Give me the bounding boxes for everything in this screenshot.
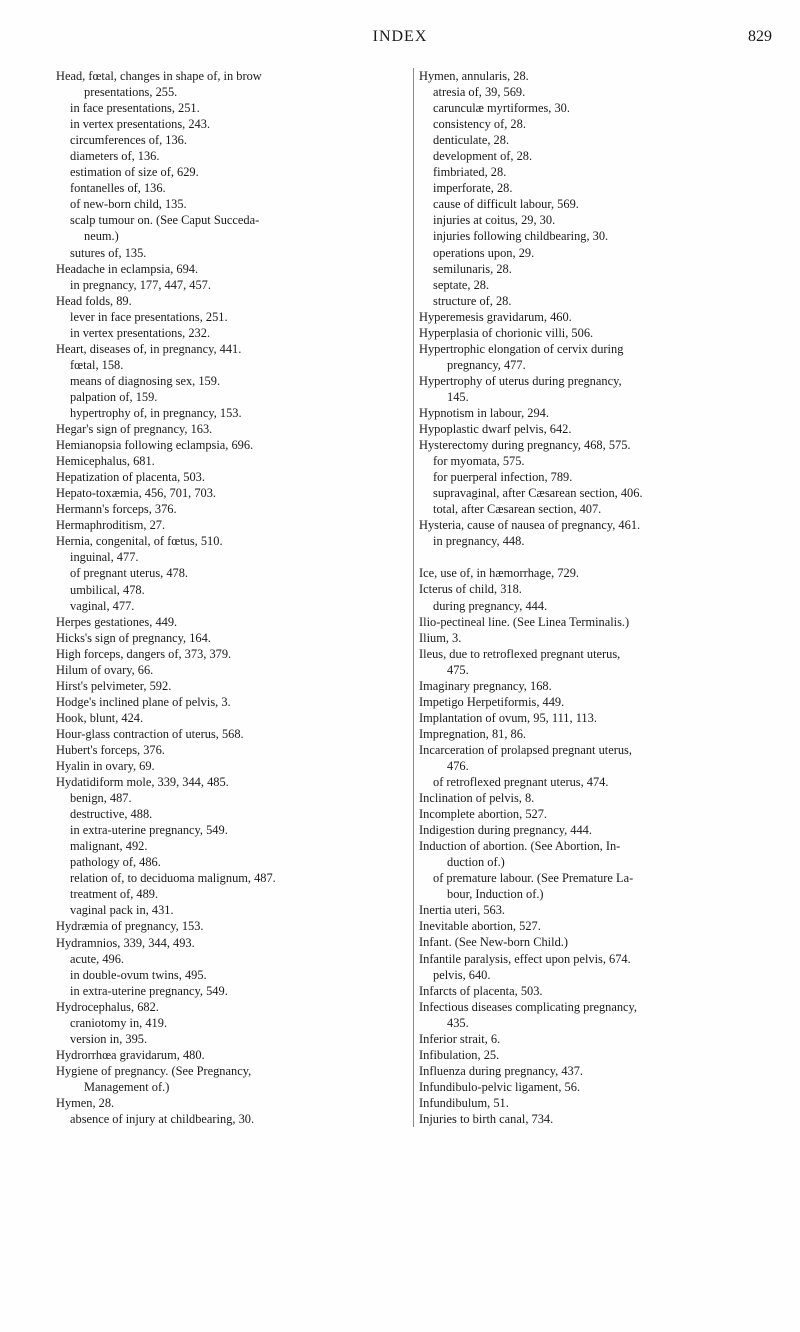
index-entry: Inertia uteri, 563. bbox=[419, 903, 506, 918]
index-subentry: relation of, to deciduoma malignum, 487. bbox=[70, 871, 276, 886]
index-subentry: bour, Induction of.) bbox=[447, 887, 544, 902]
index-subentry: craniotomy in, 419. bbox=[70, 1015, 168, 1030]
index-subentry: in pregnancy, 448. bbox=[433, 534, 525, 549]
index-subentry: vaginal, 477. bbox=[70, 598, 135, 613]
index-entry: Impregnation, 81, 86. bbox=[419, 726, 527, 741]
index-entry: Hernia, congenital, of fœtus, 510. bbox=[56, 534, 223, 549]
index-subentry: benign, 487. bbox=[70, 791, 132, 806]
index-subentry: in double-ovum twins, 495. bbox=[70, 967, 207, 982]
index-subentry: treatment of, 489. bbox=[70, 887, 159, 902]
index-entry: Hilum of ovary, 66. bbox=[56, 662, 154, 677]
index-subentry: version in, 395. bbox=[70, 1031, 148, 1046]
index-entry: Hydræmia of pregnancy, 153. bbox=[56, 919, 204, 934]
index-entry: Hook, blunt, 424. bbox=[56, 710, 144, 725]
index-entry: Inevitable abortion, 527. bbox=[419, 919, 541, 934]
index-entry: Hymen, 28. bbox=[56, 1096, 115, 1110]
index-subentry: inguinal, 477. bbox=[70, 550, 139, 565]
index-subentry: of retroflexed pregnant uterus, 474. bbox=[433, 775, 609, 790]
index-entry: Hypertrophic elongation of cervix during bbox=[419, 341, 624, 356]
index-entry: Incomplete abortion, 527. bbox=[419, 807, 548, 822]
index-entry: Hemicephalus, 681. bbox=[56, 454, 155, 469]
index-entry: Hepatization of placenta, 503. bbox=[56, 470, 205, 485]
index-subentry: circumferences of, 136. bbox=[70, 133, 187, 148]
index-subentry: fontanelles of, 136. bbox=[70, 181, 166, 196]
index-column-right bbox=[413, 68, 779, 1127]
index-subentry: of premature labour. (See Premature La- bbox=[433, 871, 634, 886]
index-entry: Hydramnios, 339, 344, 493. bbox=[56, 935, 195, 950]
index-subentry: 475. bbox=[447, 662, 469, 677]
index-subentry: means of diagnosing sex, 159. bbox=[70, 373, 221, 388]
index-entry: Heart, diseases of, in pregnancy, 441. bbox=[56, 341, 242, 356]
index-subentry: structure of, 28. bbox=[433, 293, 512, 308]
index-entry: Hodge's inclined plane of pelvis, 3. bbox=[56, 694, 231, 709]
index-entry: Hicks's sign of pregnancy, 164. bbox=[56, 630, 211, 645]
index-subentry: palpation of, 159. bbox=[70, 389, 158, 404]
index-subentry: umbilical, 478. bbox=[70, 582, 145, 597]
index-entry: Inferior strait, 6. bbox=[419, 1031, 501, 1046]
index-entry: Hygiene of pregnancy. (See Pregnancy, bbox=[56, 1063, 252, 1078]
index-entry: Hypoplastic dwarf pelvis, 642. bbox=[419, 422, 572, 437]
index-entry: Hubert's forceps, 376. bbox=[56, 742, 165, 757]
index-entry: Infantile paralysis, effect upon pelvis, 674. bbox=[419, 951, 631, 966]
index-entry: Infectious diseases complicating pregnancy, bbox=[419, 999, 638, 1014]
index-subentry: semilunaris, 28. bbox=[433, 261, 512, 276]
index-subentry: vaginal pack in, 431. bbox=[70, 903, 174, 918]
index-subentry: estimation of size of, 629. bbox=[70, 165, 199, 180]
index-entry: Head folds, 89. bbox=[56, 293, 132, 308]
index-subentry: cause of difficult labour, 569. bbox=[433, 197, 579, 212]
index-entry: Infarcts of placenta, 503. bbox=[419, 983, 543, 998]
index-entry: Icterus of child, 318. bbox=[419, 582, 522, 597]
index-subentry: imperforate, 28. bbox=[433, 181, 513, 196]
index-entry: Indigestion during pregnancy, 444. bbox=[419, 823, 592, 838]
index-subentry: malignant, 492. bbox=[70, 839, 148, 854]
index-subentry: presentations, 255. bbox=[84, 85, 178, 100]
index-subentry: absence of injury at childbearing, 30. bbox=[70, 1112, 255, 1127]
index-entry: Hyperplasia of chorionic villi, 506. bbox=[419, 325, 594, 340]
index-entry: Injuries to birth canal, 734. bbox=[419, 1112, 554, 1126]
index-entry: Hysteria, cause of nausea of pregnancy, 461. bbox=[419, 518, 641, 533]
index-subentry: 145. bbox=[447, 389, 469, 404]
index-entry: Hepato-toxæmia, 456, 701, 703. bbox=[56, 486, 217, 501]
index-entry: Hour-glass contraction of uterus, 568. bbox=[56, 726, 244, 741]
index-subentry: diameters of, 136. bbox=[70, 149, 160, 164]
index-subentry: in extra-uterine pregnancy, 549. bbox=[70, 983, 228, 998]
index-entry: Hypnotism in labour, 294. bbox=[419, 405, 549, 420]
index-subentry: in extra-uterine pregnancy, 549. bbox=[70, 823, 228, 838]
index-entry: Herpes gestationes, 449. bbox=[56, 614, 178, 629]
index-subentry: sutures of, 135. bbox=[70, 245, 147, 260]
index-entry: Ilio-pectineal line. (See Linea Terminalis.) bbox=[419, 614, 630, 629]
index-entry: Infundibulo-pelvic ligament, 56. bbox=[419, 1079, 581, 1094]
index-subentry: of new-born child, 135. bbox=[70, 197, 187, 212]
index-entry: Ileus, due to retroflexed pregnant uterus, bbox=[419, 646, 621, 661]
index-entry: Hydatidiform mole, 339, 344, 485. bbox=[56, 775, 229, 790]
index-entry: Inclination of pelvis, 8. bbox=[419, 791, 535, 806]
index-subentry: 476. bbox=[447, 758, 469, 773]
index-entry: Hysterectomy during pregnancy, 468, 575. bbox=[419, 438, 631, 453]
index-subentry: acute, 496. bbox=[70, 951, 125, 966]
index-entry: Incarceration of prolapsed pregnant uterus, bbox=[419, 742, 632, 757]
index-entry: High forceps, dangers of, 373, 379. bbox=[56, 646, 232, 661]
index-subentry: fœtal, 158. bbox=[70, 357, 124, 372]
index-entry: Hyalin in ovary, 69. bbox=[56, 759, 155, 774]
index-entry: Infibulation, 25. bbox=[419, 1047, 500, 1062]
index-subentry: 435. bbox=[447, 1015, 469, 1030]
index-entry: Head, fœtal, changes in shape of, in brow bbox=[56, 69, 262, 83]
index-subentry: injuries at coitus, 29, 30. bbox=[433, 213, 556, 228]
index-entry: Infundibulum, 51. bbox=[419, 1095, 509, 1110]
index-entry: Hymen, annularis, 28. bbox=[419, 69, 529, 83]
index-subentry: operations upon, 29. bbox=[433, 245, 535, 260]
index-subentry: lever in face presentations, 251. bbox=[70, 309, 228, 324]
index-entry: Induction of abortion. (See Abortion, In- bbox=[419, 839, 621, 854]
index-entry: Hirst's pelvimeter, 592. bbox=[56, 678, 172, 693]
index-subentry: development of, 28. bbox=[433, 149, 533, 164]
index-subentry: for myomata, 575. bbox=[433, 454, 525, 469]
index-entry: Hypertrophy of uterus during pregnancy, bbox=[419, 373, 622, 388]
index-entry: Hyperemesis gravidarum, 460. bbox=[419, 309, 572, 324]
index-entry: Ilium, 3. bbox=[419, 630, 462, 645]
index-subentry: destructive, 488. bbox=[70, 807, 153, 822]
index-subentry: pathology of, 486. bbox=[70, 855, 161, 870]
index-entry: Headache in eclampsia, 694. bbox=[56, 261, 199, 276]
index-entry: Hemianopsia following eclampsia, 696. bbox=[56, 438, 254, 453]
index-subentry: injuries following childbearing, 30. bbox=[433, 229, 609, 244]
index-entry: Imaginary pregnancy, 168. bbox=[419, 678, 552, 693]
index-entry: Hydrocephalus, 682. bbox=[56, 999, 159, 1014]
index-subentry: pregnancy, 477. bbox=[447, 357, 526, 372]
index-subentry: in vertex presentations, 232. bbox=[70, 325, 211, 340]
index-subentry: denticulate, 28. bbox=[433, 133, 510, 148]
index-subentry: carunculæ myrtiformes, 30. bbox=[433, 101, 570, 116]
index-entry: Hermann's forceps, 376. bbox=[56, 502, 177, 517]
index-entry: Ice, use of, in hæmorrhage, 729. bbox=[419, 566, 580, 581]
index-subentry: in vertex presentations, 243. bbox=[70, 117, 211, 132]
index-subentry: during pregnancy, 444. bbox=[433, 598, 548, 613]
index-entry: Influenza during pregnancy, 437. bbox=[419, 1063, 583, 1078]
index-subentry: scalp tumour on. (See Caput Succeda- bbox=[70, 213, 260, 228]
index-subentry: of pregnant uterus, 478. bbox=[70, 566, 189, 581]
index-column-left bbox=[56, 68, 394, 1127]
running-head bbox=[0, 24, 800, 48]
index-subentry: Management of.) bbox=[84, 1079, 170, 1094]
index-subentry: hypertrophy of, in pregnancy, 153. bbox=[70, 405, 242, 420]
page-title: INDEX bbox=[372, 28, 428, 45]
index-subentry: supravaginal, after Cæsarean section, 406. bbox=[433, 486, 643, 501]
page-number: 829 bbox=[748, 28, 772, 45]
index-subentry: fimbriated, 28. bbox=[433, 165, 507, 180]
index-entry: Infant. (See New-born Child.) bbox=[419, 935, 568, 950]
index-entry: Hydrorrhœa gravidarum, 480. bbox=[56, 1047, 205, 1062]
index-entry: Impetigo Herpetiformis, 449. bbox=[419, 694, 565, 709]
index-subentry: neum.) bbox=[84, 229, 119, 244]
section-gap bbox=[419, 549, 779, 565]
index-subentry: in pregnancy, 177, 447, 457. bbox=[70, 277, 211, 292]
index-entry: Hegar's sign of pregnancy, 163. bbox=[56, 422, 213, 437]
index-subentry: pelvis, 640. bbox=[433, 967, 491, 982]
index-subentry: atresia of, 39, 569. bbox=[433, 85, 526, 100]
index-subentry: consistency of, 28. bbox=[433, 117, 526, 132]
index-entry: Implantation of ovum, 95, 111, 113. bbox=[419, 710, 597, 725]
index-subentry: in face presentations, 251. bbox=[70, 101, 200, 116]
index-subentry: for puerperal infection, 789. bbox=[433, 470, 573, 485]
index-entry: Hermaphroditism, 27. bbox=[56, 518, 166, 533]
index-subentry: total, after Cæsarean section, 407. bbox=[433, 502, 602, 517]
index-subentry: septate, 28. bbox=[433, 277, 490, 292]
index-subentry: duction of.) bbox=[447, 855, 505, 870]
